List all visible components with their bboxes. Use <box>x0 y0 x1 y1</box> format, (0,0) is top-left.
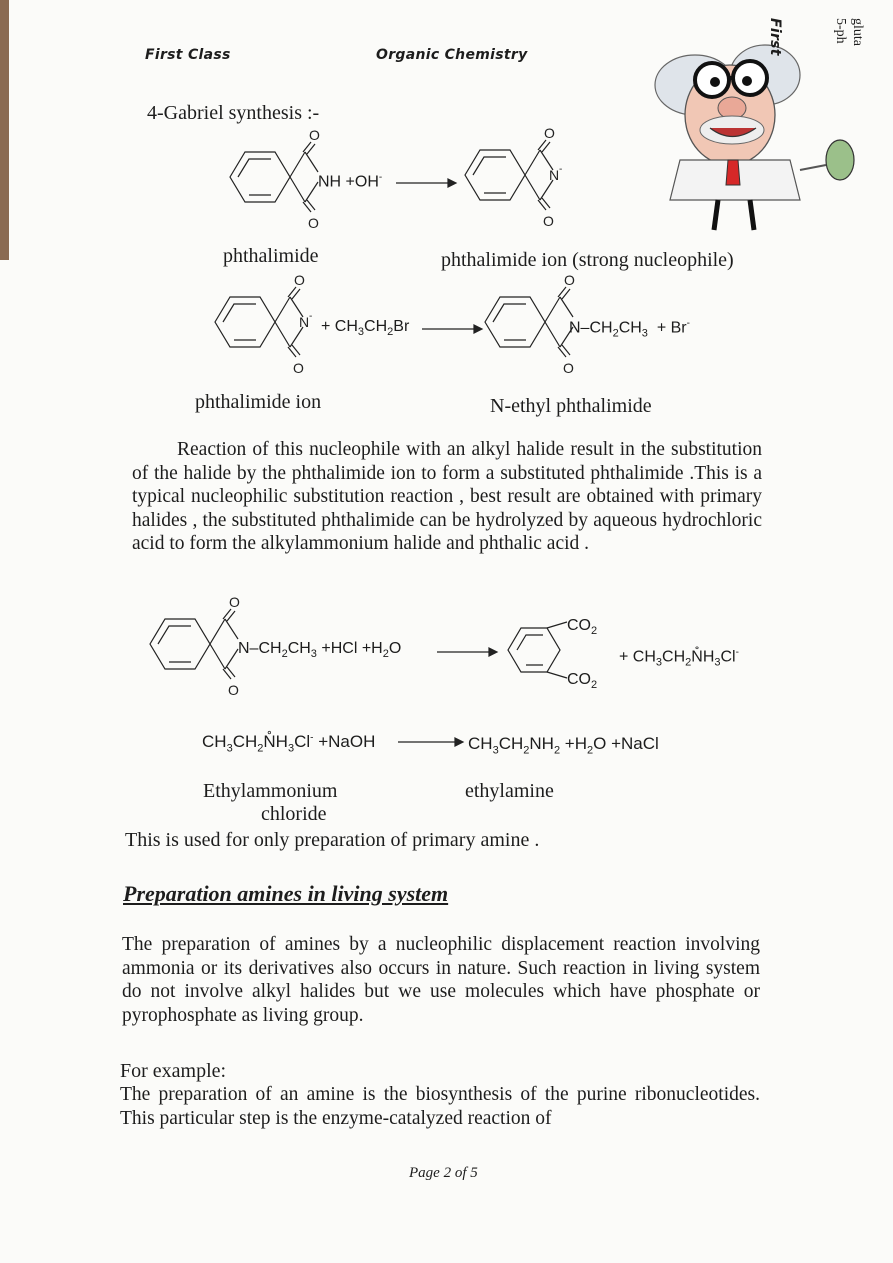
reaction4-arrow <box>398 735 466 749</box>
nitrogen-label: N <box>549 167 560 183</box>
oxygen-label: O <box>564 272 575 288</box>
oxygen-label: O <box>544 125 555 141</box>
label-ethylammonium: Ethylammonium <box>203 780 338 802</box>
reaction4-right: $CH_3CH_2NH_2 +H_2O$ +NaCl <box>468 734 659 757</box>
label-phthalimide-ion-strong: phthalimide ion (strong nucleophile) <box>441 249 734 271</box>
class-label: First Class <box>145 47 231 63</box>
oxygen-label: O <box>309 127 320 143</box>
nitrogen-charge: - <box>559 164 563 175</box>
paragraph-living-system: The preparation of amines by a nucleophilic displacement reaction involving ammonia or its derivatives also occurs in nature. Such reaction in living system do not involve alkyl halides but we use molecules which have phosphate or pyrophosphate as living group. <box>122 934 760 1026</box>
oxygen-label: O <box>294 272 305 288</box>
page-number: Page 2 of 5 <box>409 1165 478 1181</box>
reaction1-arrow <box>396 176 458 190</box>
page-edge-shadow <box>0 0 9 260</box>
side-label-5ph: 5-ph <box>833 18 848 44</box>
co2-top-label: $CO_2$ <box>567 617 598 638</box>
reaction3-byproduct: + $CH_3CH_2N̊H_3Cl^-$ <box>619 647 739 669</box>
label-n-ethyl-phthalimide: N-ethyl phthalimide <box>490 395 652 417</box>
reaction1-reagent: NH +OH- <box>318 172 383 191</box>
paragraph-gabriel-explanation: Reaction of this nucleophile with an alkyl halide result in the substitution of the halide by the phthalimide ion to form a substituted phthalimide .This is a typical nucleophilic substitution reaction , best result are obtained with primary halides , the substituted phthalimide can be hydrolyzed by aqueous hydrochloric acid to form the alkylammonium halide and phthalic acid . <box>132 439 762 554</box>
note-primary-amine: This is used for only preparation of primary amine . <box>125 829 540 851</box>
section-title: 4-Gabriel synthesis :- <box>147 102 320 124</box>
reaction1-phthalimide-ion-structure <box>460 125 580 229</box>
label-ethylamine: ethylamine <box>465 780 554 802</box>
oxygen-label: O <box>293 360 304 376</box>
oxygen-label: O <box>229 594 240 610</box>
oxygen-label: O <box>563 360 574 376</box>
side-label-first: First <box>767 18 783 56</box>
subject-title: Organic Chemistry <box>376 47 528 63</box>
reaction4-left: $CH_3CH_2N̊H_3Cl^-$ +NaOH <box>202 732 376 755</box>
reaction3-arrow <box>437 645 499 659</box>
heading-living-system: Preparation amines in living system <box>123 881 449 906</box>
oxygen-label: O <box>308 215 319 231</box>
co2-bottom-label: $CO_2$ <box>567 671 598 692</box>
side-label-gluta: gluta <box>850 18 865 46</box>
label-phthalimide-ion: phthalimide ion <box>195 391 322 413</box>
oxygen-label: O <box>543 213 554 229</box>
reaction2-product: $N-CH_2CH_3 + Br^-$ <box>569 318 690 340</box>
reaction2-reagent: + $CH_3CH_2Br$ <box>321 318 410 339</box>
nitrogen-label: N <box>299 314 310 330</box>
nitrogen-charge: - <box>309 311 313 322</box>
paragraph-purine-example: The preparation of an amine is the biosynthesis of the purine ribonucleotides. This particular step is the enzyme-catalyzed reaction of <box>120 1084 760 1129</box>
professor-cartoon-image <box>640 20 870 235</box>
label-chloride: chloride <box>261 803 327 825</box>
for-example-label: For example: <box>120 1060 227 1082</box>
reaction2-phthalimide-ion-structure <box>210 272 330 376</box>
oxygen-label: O <box>228 682 239 698</box>
reaction3-reactant: $N-CH_2CH_3 +HCl +H_2O$ <box>238 640 402 661</box>
reaction2-arrow <box>422 322 484 336</box>
label-phthalimide: phthalimide <box>223 245 319 267</box>
